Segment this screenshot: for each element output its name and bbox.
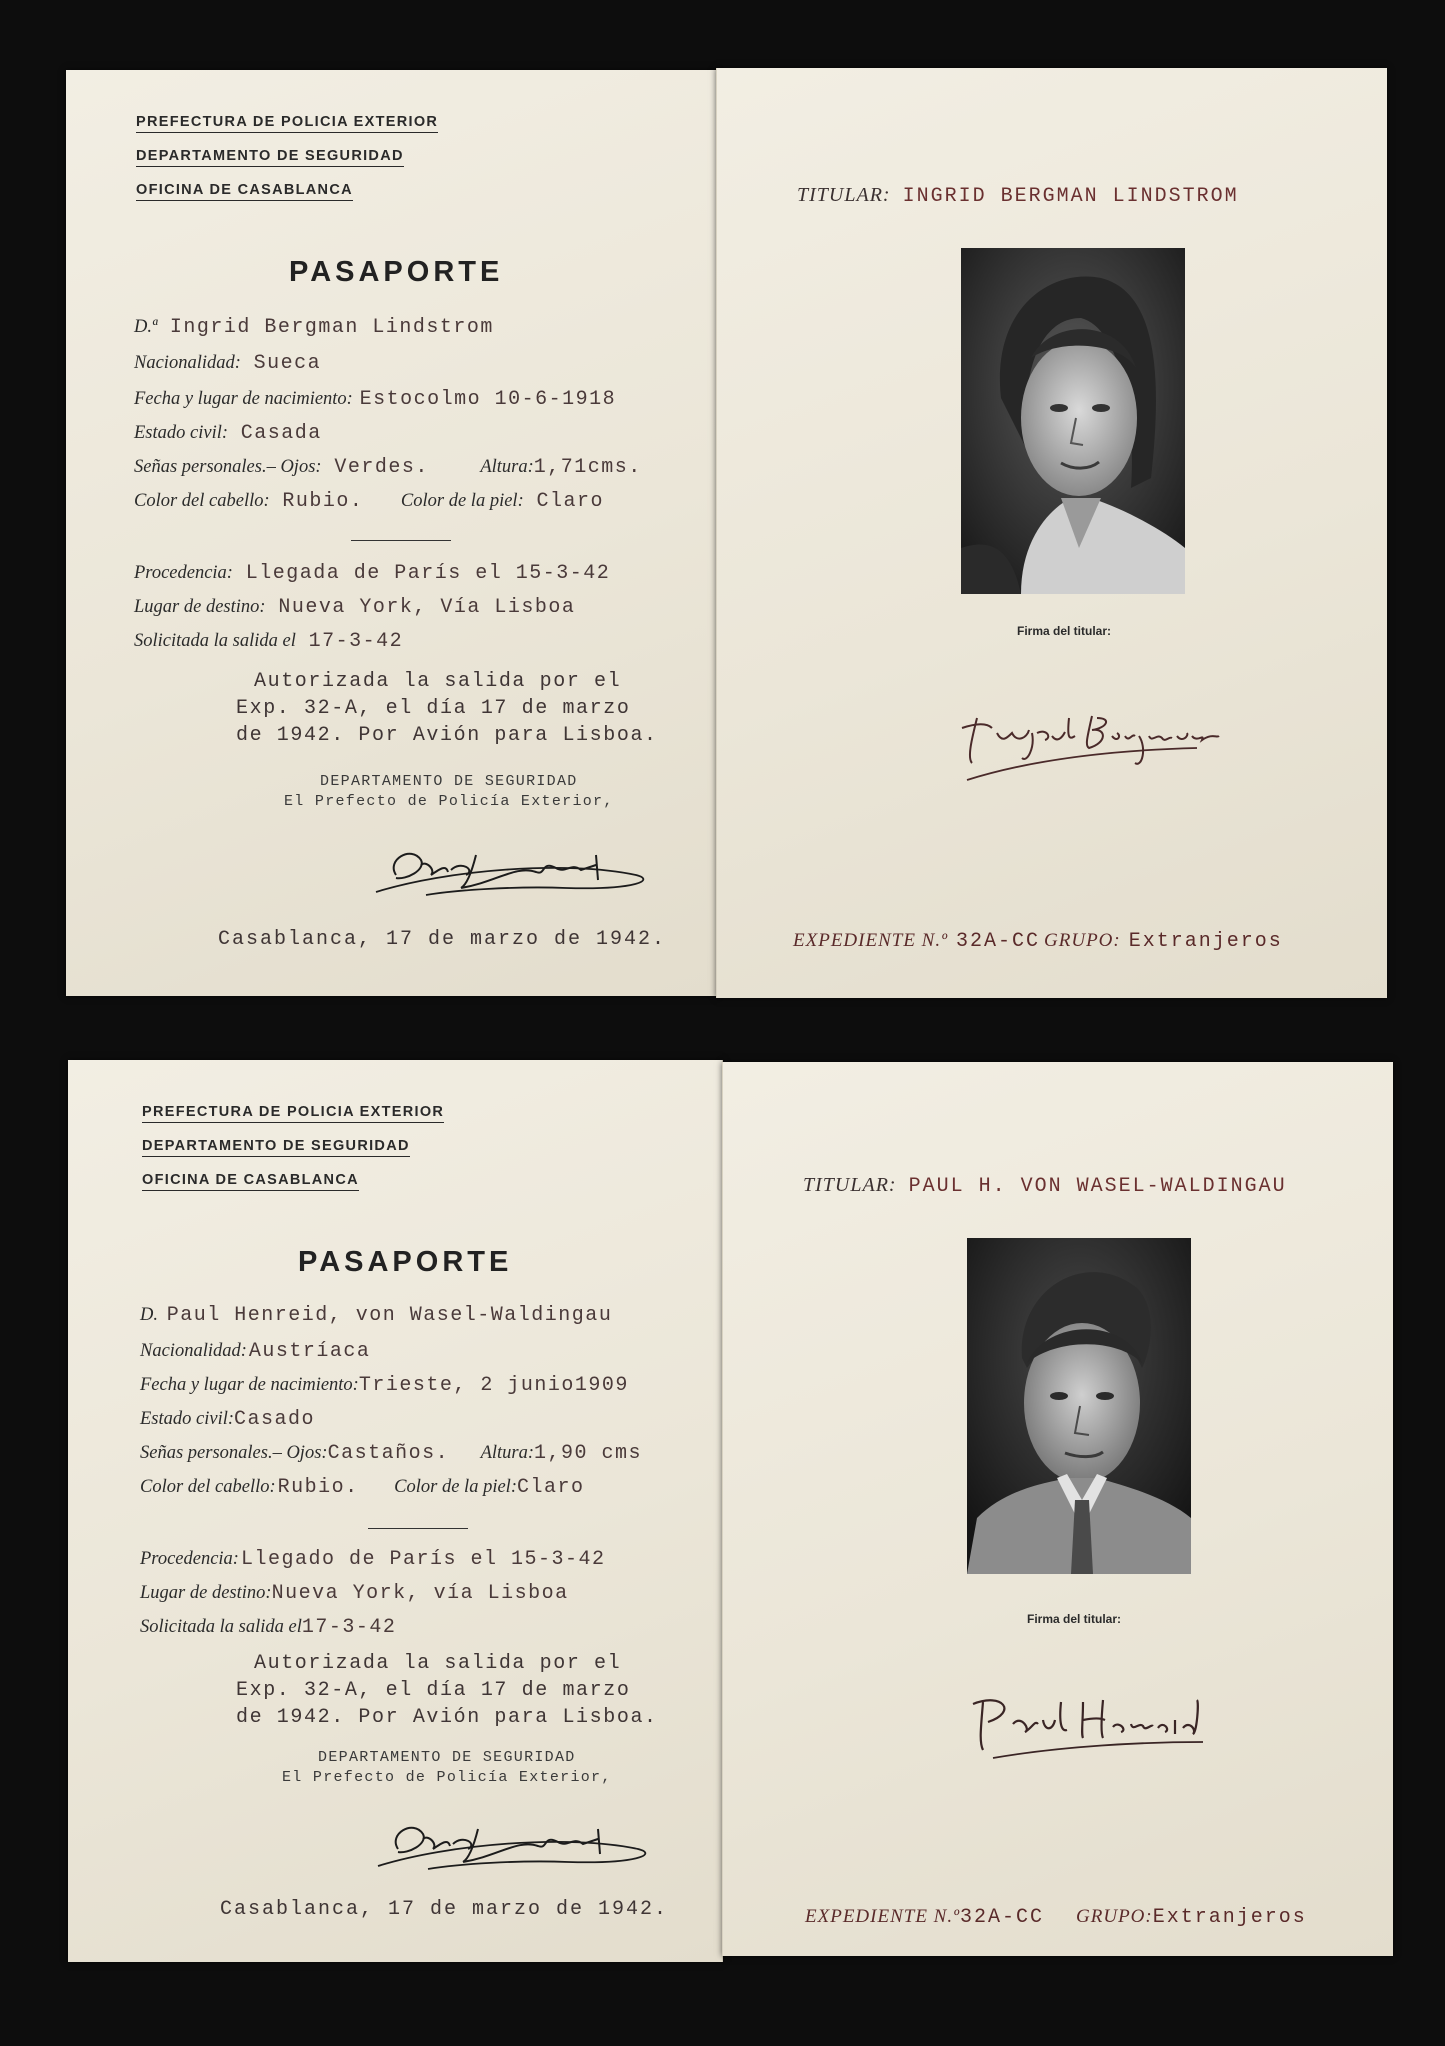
header-departamento: DEPARTAMENTO DE SEGURIDAD — [136, 148, 404, 167]
ojos-value: Castaños. — [327, 1442, 450, 1465]
name-label: D. — [140, 1305, 158, 1325]
name-value: Paul Henreid, von Wasel-Waldingau — [166, 1304, 613, 1327]
expediente-value: 32A-CC — [956, 930, 1041, 953]
divider-line — [368, 1528, 468, 1529]
header-oficina: OFICINA DE CASABLANCA — [136, 182, 353, 201]
field-name — [134, 316, 494, 339]
autorizada-block — [236, 1650, 658, 1731]
expediente-label: EXPEDIENTE N.º — [805, 1906, 960, 1927]
passport-right-page — [722, 1062, 1393, 1956]
name-value: Ingrid Bergman Lindstrom — [169, 316, 494, 339]
prefect-signature — [366, 830, 666, 910]
place-date: Casablanca, 17 de marzo de 1942. — [218, 928, 667, 951]
fecha-value: Trieste, 2 junio1909 — [358, 1374, 629, 1397]
firma-label: Firma del titular: — [1017, 624, 1112, 638]
nacionalidad-value: Sueca — [253, 352, 322, 375]
dept-line-2: El Prefecto de Policía Exterior, — [284, 793, 614, 810]
titular-label: TITULAR: — [803, 1174, 897, 1196]
destino-value: Nueva York, Vía Lisboa — [278, 596, 576, 619]
salida-value: 17-3-42 — [301, 1616, 397, 1639]
cabello-value: Rubio. — [277, 1476, 359, 1499]
autorizada-line-3: de 1942. Por Avión para Lisboa. — [236, 1706, 658, 1729]
field-nacionalidad — [140, 1340, 370, 1363]
field-salida — [140, 1616, 396, 1639]
altura-label: Altura: — [480, 1443, 535, 1463]
header-departamento: DEPARTAMENTO DE SEGURIDAD — [142, 1138, 410, 1157]
destino-value: Nueva York, vía Lisboa — [271, 1582, 569, 1605]
destino-label: Lugar de destino: — [134, 597, 266, 617]
expediente-label: EXPEDIENTE N.º — [793, 930, 948, 951]
field-cabello — [140, 1476, 585, 1499]
name-label: D.ª — [134, 317, 158, 337]
estado-label: Estado civil: — [140, 1409, 235, 1429]
senas-label: Señas personales.– Ojos: — [140, 1443, 328, 1463]
estado-label: Estado civil: — [134, 423, 229, 443]
salida-label: Solicitada la salida el — [140, 1617, 302, 1637]
fecha-label: Fecha y lugar de nacimiento: — [140, 1375, 359, 1395]
autorizada-line-1: Autorizada la salida por el — [254, 670, 622, 693]
cabello-value: Rubio. — [282, 490, 364, 513]
field-nacionalidad — [134, 352, 321, 375]
grupo-label: GRUPO: — [1044, 930, 1121, 951]
field-destino — [134, 596, 575, 619]
estado-value: Casado — [234, 1408, 316, 1431]
autorizada-line-2: Exp. 32-A, el día 17 de marzo — [236, 1679, 631, 1702]
dept-line-1: DEPARTAMENTO DE SEGURIDAD — [320, 773, 578, 790]
field-procedencia — [140, 1548, 606, 1571]
firma-label: Firma del titular: — [1027, 1612, 1122, 1626]
field-destino — [140, 1582, 569, 1605]
senas-label: Señas personales.– Ojos: — [134, 457, 322, 477]
salida-value: 17-3-42 — [308, 630, 404, 653]
titular-line — [803, 1174, 1287, 1198]
field-name — [140, 1304, 612, 1327]
cabello-label: Color del cabello: — [134, 491, 270, 511]
field-estado-civil — [134, 422, 322, 445]
piel-value: Claro — [516, 1476, 585, 1499]
procedencia-label: Procedencia: — [134, 563, 233, 583]
holder-signature — [943, 1672, 1243, 1772]
field-procedencia — [134, 562, 610, 585]
altura-value: 1,71cms. — [533, 456, 642, 479]
document-title: PASAPORTE — [289, 256, 504, 288]
departamento-block — [282, 1748, 612, 1788]
procedencia-label: Procedencia: — [140, 1549, 239, 1569]
salida-label: Solicitada la salida el — [134, 631, 296, 651]
passport-right-page — [716, 68, 1387, 998]
expediente-value: 32A-CC — [960, 1906, 1045, 1929]
nacionalidad-value: Austríaca — [248, 1340, 371, 1363]
cabello-label: Color del cabello: — [140, 1477, 276, 1497]
destino-label: Lugar de destino: — [140, 1583, 272, 1603]
expediente-line — [793, 930, 1283, 953]
holder-photo — [961, 248, 1185, 594]
piel-value: Claro — [536, 490, 604, 513]
field-senas — [140, 1442, 642, 1465]
header-prefectura: PREFECTURA DE POLICIA EXTERIOR — [142, 1104, 444, 1123]
portrait-woman-image — [961, 248, 1185, 594]
autorizada-line-2: Exp. 32-A, el día 17 de marzo — [236, 697, 631, 720]
field-fecha-nacimiento — [140, 1374, 629, 1397]
procedencia-value: Llegada de París el 15-3-42 — [245, 562, 611, 585]
grupo-label: GRUPO: — [1076, 1906, 1153, 1927]
titular-label: TITULAR: — [797, 184, 891, 206]
dept-line-2: El Prefecto de Policía Exterior, — [282, 1769, 612, 1786]
field-senas — [134, 456, 642, 479]
fecha-label: Fecha y lugar de nacimiento: — [134, 389, 353, 409]
nacionalidad-label: Nacionalidad: — [134, 353, 241, 373]
autorizada-line-3: de 1942. Por Avión para Lisboa. — [236, 724, 658, 747]
piel-label: Color de la piel: — [400, 491, 524, 511]
titular-line — [797, 184, 1239, 208]
field-cabello — [134, 490, 604, 513]
nacionalidad-label: Nacionalidad: — [140, 1341, 247, 1361]
header-prefectura: PREFECTURA DE POLICIA EXTERIOR — [136, 114, 438, 133]
departamento-block — [284, 772, 614, 812]
autorizada-block — [236, 668, 658, 749]
passport-left-page — [68, 1060, 723, 1962]
place-date: Casablanca, 17 de marzo de 1942. — [220, 1898, 669, 1921]
expediente-line — [805, 1906, 1307, 1929]
document-title: PASAPORTE — [298, 1246, 513, 1278]
grupo-value: Extranjeros — [1152, 1906, 1307, 1929]
procedencia-value: Llegado de París el 15-3-42 — [240, 1548, 606, 1571]
autorizada-line-1: Autorizada la salida por el — [254, 1652, 622, 1675]
holder-photo — [967, 1238, 1191, 1574]
portrait-man-image — [967, 1238, 1191, 1574]
piel-label: Color de la piel: — [394, 1477, 517, 1497]
field-fecha-nacimiento — [134, 388, 616, 411]
prefect-signature — [368, 1804, 668, 1884]
header-oficina: OFICINA DE CASABLANCA — [142, 1172, 359, 1191]
altura-value: 1,90 cms — [534, 1442, 643, 1465]
field-estado-civil — [140, 1408, 315, 1431]
fecha-value: Estocolmo 10-6-1918 — [359, 388, 617, 411]
ojos-value: Verdes. — [334, 456, 429, 479]
altura-label: Altura: — [480, 457, 534, 477]
dept-line-1: DEPARTAMENTO DE SEGURIDAD — [318, 1749, 576, 1766]
passport-left-page — [66, 70, 717, 996]
titular-value: INGRID BERGMAN LINDSTROM — [902, 185, 1239, 208]
divider-line — [351, 540, 451, 541]
field-salida — [134, 630, 403, 653]
holder-signature — [957, 688, 1237, 788]
estado-value: Casada — [240, 422, 322, 445]
grupo-value: Extranjeros — [1128, 930, 1283, 953]
titular-value: PAUL H. VON WASEL-WALDINGAU — [908, 1175, 1287, 1198]
